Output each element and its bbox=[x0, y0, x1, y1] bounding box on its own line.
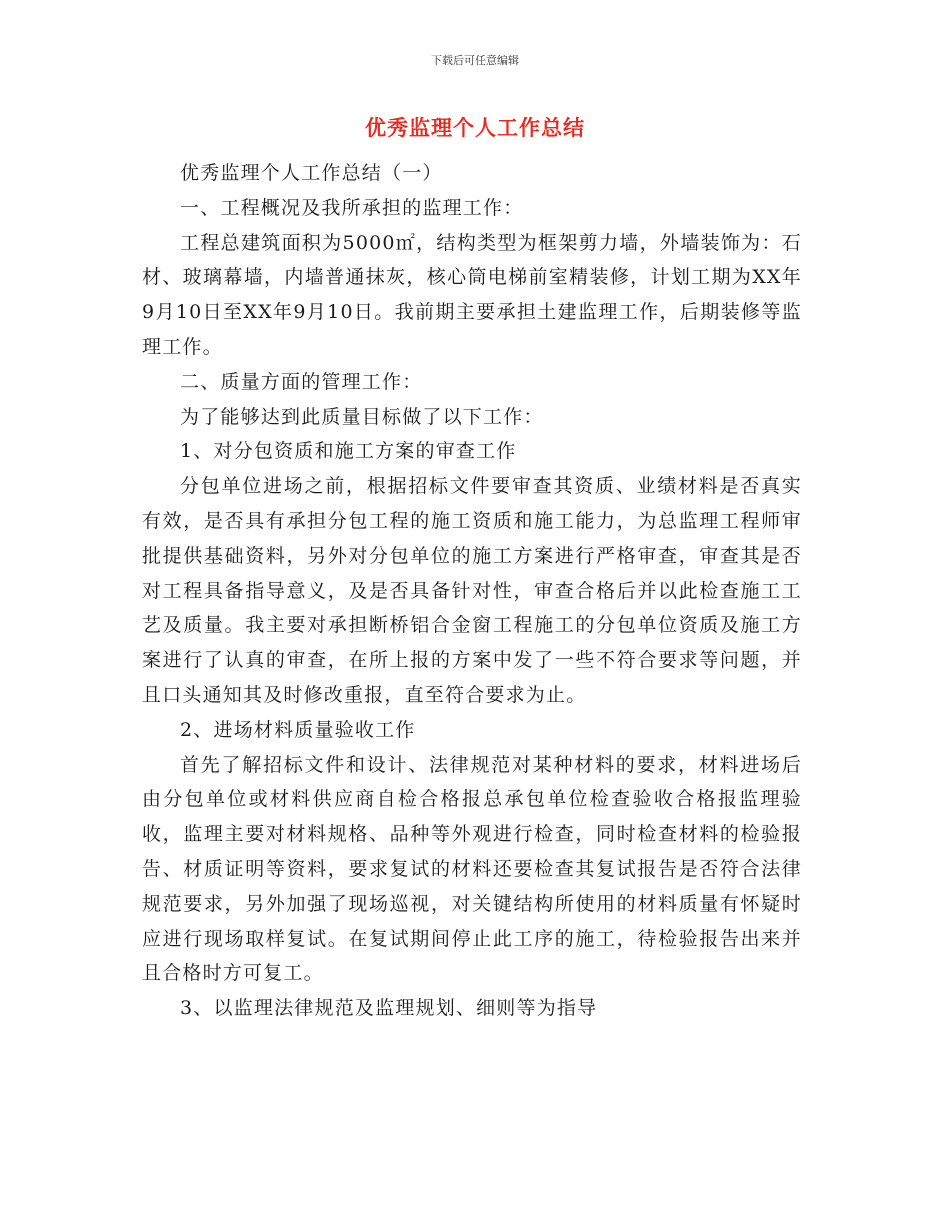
paragraph-item-1-body: 分包单位进场之前，根据招标文件要审查其资质、业绩材料是否真实有效，是否具有承担分包工程的施工资质和施工能力，为总监理工程师审批提供基础资料，另外对分包单位的施工方案进行严格审查，审查其是否对工程具备指导意义，及是否具备针对性，审查合格后并以此检查施工工艺及质量。我主要对承担断桥铝合金窗工程施工的分包单位资质及施工方案进行了认真的审查，在所上报的方案中发了一些不符合要求等问题，并且口头通知其及时修改重报，直至符合要求为止。 bbox=[142, 475, 802, 706]
paragraph-section-1-heading: 一、工程概况及我所承担的监理工作： bbox=[180, 196, 524, 219]
paragraph-item-2-heading: 2、进场材料质量验收工作 bbox=[180, 718, 416, 741]
paragraph-project-overview: 工程总建筑面积为5000㎡，结构类型为框架剪力墙，外墙装饰为：石材、玻璃幕墙，内墙普通抹灰，核心筒电梯前室精装修，计划工期为XX年9月10日至XX年9月10日。我前期主要承担土建监理工作，后期装修等监理工作。 bbox=[142, 231, 802, 358]
paragraph-item-1-heading: 1、对分包资质和施工方案的审查工作 bbox=[180, 440, 517, 463]
paragraph-subtitle: 优秀监理个人工作总结（一） bbox=[180, 162, 443, 184]
document-body bbox=[142, 156, 802, 1026]
paragraph-quality-goal: 为了能够达到此质量目标做了以下工作： bbox=[180, 405, 544, 428]
paragraph-item-3-heading: 3、以监理法律规范及监理规划、细则等为指导 bbox=[180, 997, 598, 1020]
page-header-note: 下载后可任意编辑 bbox=[431, 54, 519, 67]
paragraph-section-2-heading: 二、质量方面的管理工作： bbox=[180, 370, 423, 393]
document-title: 优秀监理个人工作总结 bbox=[365, 115, 585, 140]
paragraph-item-2-body: 首先了解招标文件和设计、法律规范对某种材料的要求，材料进场后由分包单位或材料供应商自检合格报总承包单位检查验收合格报监理验收，监理主要对材料规格、品种等外观进行检查，同时检查材料的检验报告、材质证明等资料，要求复试的材料还要检查其复试报告是否符合法律规范要求，另外加强了现场巡视，对关键结构所使用的材料质量有怀疑时应进行现场取样复试。在复试期间停止此工序的施工，待检验报告出来并且合格时方可复工。 bbox=[142, 753, 802, 985]
